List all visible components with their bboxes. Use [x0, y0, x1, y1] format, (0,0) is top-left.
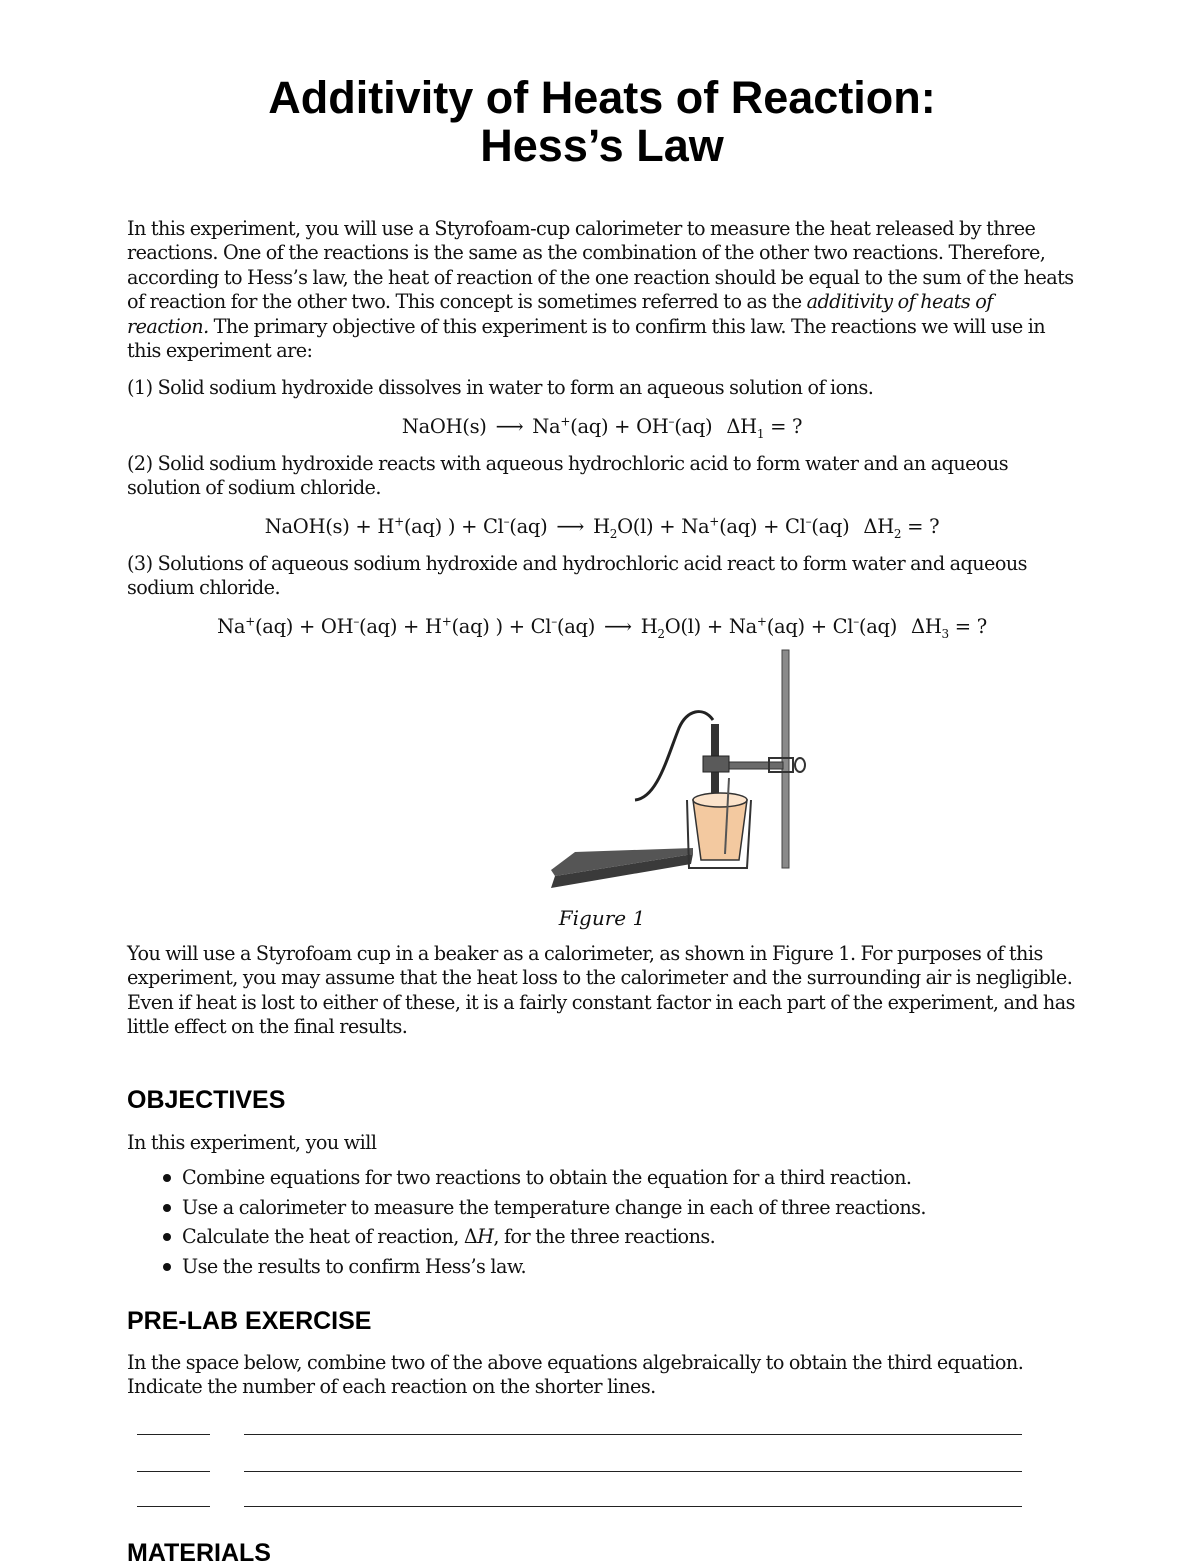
- eq1-delta-h: [726, 415, 803, 441]
- eq2-product-water: O(l) + Na: [617, 515, 710, 538]
- objectives-lead: In this experiment, you will: [127, 1131, 377, 1154]
- eq3-reactant-h: (aq) + H: [359, 615, 442, 638]
- eq2-reactant-cl: (aq) ) + Cl: [403, 515, 504, 538]
- objective-text: Combine equations for two reactions to obtain the equation for a third reaction.: [182, 1166, 912, 1189]
- eq1-dh-symbol: ΔH: [726, 415, 757, 438]
- clamp-knob: [795, 758, 805, 772]
- eq2-sup: +: [394, 514, 404, 529]
- eq2-dh-symbol: ΔH: [863, 515, 894, 538]
- intro-paragraph: [127, 217, 1077, 363]
- equation-answer-line-2[interactable]: [244, 1471, 1022, 1472]
- objectives-list: [163, 1163, 1063, 1281]
- eq3-product-state: (aq): [858, 615, 898, 638]
- title-line-1: Additivity of Heats of Reaction:: [268, 72, 936, 123]
- probe-clamp: [703, 756, 729, 772]
- eq2-product-cl: (aq) + Cl: [719, 515, 806, 538]
- eq3-dh-symbol: ΔH: [911, 615, 942, 638]
- eq3-sup-1: +: [245, 614, 255, 629]
- reaction-2-equation: [127, 514, 1077, 540]
- eq2-state: (aq): [509, 515, 548, 538]
- bullet-icon: [163, 1263, 171, 1271]
- eq1-dh-sub: 1: [756, 426, 765, 441]
- reaction-arrow-icon: ⟶: [556, 515, 585, 538]
- eq3-product-h: H: [640, 615, 658, 638]
- intro-text: In this experiment, you will use a Styrofoam-cup calorimeter to measure the heat released by three reactions. One of the reactions is the same as the combination of the other two reactions. Therefore, according to Hess’s law, the heat of reaction of the one reaction should be equal to the sum of the heats of reaction for the other two. This concept is sometimes referred to as the: [127, 217, 1074, 314]
- objective-text: Use the results to confirm Hess’s law.: [182, 1254, 526, 1278]
- prelab-instructions: In the space below, combine two of the above equations algebraically to obtain the third equation. Indicate the number of each reaction on the shorter lines.: [127, 1351, 1024, 1399]
- eq1-state: (aq): [674, 415, 713, 438]
- intro-text-end: The primary objective of this experiment is to confirm this law. The reactions we will use in this experiment are:: [127, 314, 1046, 363]
- reaction-number-line-1[interactable]: [137, 1434, 210, 1435]
- objectives-heading: OBJECTIVES: [127, 1086, 286, 1114]
- objective-text: Calculate the heat of reaction, Δ: [182, 1225, 478, 1248]
- eq3-delta-h: [911, 615, 987, 641]
- eq3-product-water: O(l) + Na: [664, 615, 757, 638]
- eq2-dh-sub: 2: [893, 526, 902, 541]
- eq1-dh-value: = ?: [764, 415, 803, 438]
- reaction-number-line-2[interactable]: [137, 1471, 210, 1472]
- eq2-dh-value: = ?: [901, 515, 940, 538]
- list-item: [163, 1163, 1063, 1193]
- list-item: [163, 1222, 1063, 1252]
- equation-answer-line-3[interactable]: [244, 1506, 1022, 1507]
- eq3-product-sup-minus: –: [853, 614, 859, 629]
- eq2-sup-minus: –: [503, 514, 510, 529]
- eq3-sup-3: +: [441, 614, 452, 629]
- bullet-icon: [163, 1204, 171, 1212]
- eq3-reactant-oh: (aq) + OH: [254, 615, 354, 638]
- list-item: [163, 1193, 1063, 1223]
- reaction-3-equation: [127, 614, 1077, 640]
- reaction-2-description: (2) Solid sodium hydroxide reacts with aqueous hydrochloric acid to form water and an aqueous solution of sodium chloride.: [127, 452, 1009, 500]
- equation-answer-line-1[interactable]: [244, 1434, 1022, 1435]
- reaction-number-line-3[interactable]: [137, 1506, 210, 1507]
- bullet-icon: [163, 1174, 171, 1182]
- eq3-state: (aq): [556, 615, 596, 638]
- materials-heading: MATERIALS: [127, 1539, 271, 1567]
- eq2-product-state: (aq): [811, 515, 850, 538]
- title-line-2: Hess’s Law: [480, 120, 724, 171]
- figure-explanation: You will use a Styrofoam cup in a beaker as a calorimeter, as shown in Figure 1. For purposes of this experiment, you may assume that the heat loss to the calorimeter and the surrounding air is negligible. Even if heat is lost to either of these, it is a fairly constant factor in each part of the experiment, and has little effect on the final results.: [127, 942, 1075, 1039]
- intro-italic-term: additivity of heats of reaction.: [127, 290, 993, 338]
- eq3-dh-sub: 3: [941, 626, 949, 641]
- eq3-sup-2: –: [353, 614, 360, 629]
- calorimeter-figure: [507, 648, 827, 898]
- eq3-sub: 2: [657, 626, 665, 641]
- bullet-icon: [163, 1233, 171, 1241]
- list-item: [163, 1252, 1063, 1282]
- eq2-product-sup: +: [709, 514, 720, 529]
- eq3-reactant-cl: (aq) ) + Cl: [451, 615, 552, 638]
- eq1-product-oh: (aq) + OH: [570, 415, 669, 438]
- reaction-1-description: (1) Solid sodium hydroxide dissolves in water to form an aqueous solution of ions.: [127, 376, 874, 399]
- eq3-reactant-na: Na: [217, 615, 246, 638]
- reaction-1-equation: [127, 414, 1077, 440]
- probe-cable: [635, 712, 713, 800]
- figure-caption: Figure 1: [558, 906, 646, 930]
- objective-text: Use a calorimeter to measure the temperature change in each of three reactions.: [182, 1195, 926, 1219]
- reaction-arrow-icon: ⟶: [495, 415, 524, 438]
- eq1-product-na: Na: [532, 415, 561, 438]
- eq2-sub: 2: [609, 526, 618, 541]
- eq1-sup: +: [560, 414, 571, 429]
- eq2-delta-h: [863, 515, 940, 541]
- eq1-reactants: NaOH(s): [401, 415, 487, 438]
- reaction-3-description: (3) Solutions of aqueous sodium hydroxide and hydrochloric acid react to form water and aqueous sodium chloride.: [127, 552, 1027, 600]
- eq2-product-sup-minus: –: [805, 514, 812, 529]
- objective-text-end: , for the three reactions.: [493, 1225, 716, 1248]
- eq3-dh-value: = ?: [948, 615, 987, 638]
- objective-italic: H: [477, 1225, 494, 1248]
- styrofoam-cup: [693, 800, 747, 860]
- eq3-product-cl: (aq) + Cl: [766, 615, 854, 638]
- eq3-sup-4: –: [551, 614, 557, 629]
- cup-rim: [693, 793, 747, 807]
- eq1-sup-minus: –: [668, 414, 675, 429]
- eq3-product-sup: +: [756, 614, 767, 629]
- prelab-heading: PRE-LAB EXERCISE: [127, 1307, 372, 1335]
- eq2-reactant: NaOH(s) + H: [264, 515, 395, 538]
- reaction-arrow-icon: ⟶: [604, 615, 632, 638]
- page-title: [127, 74, 1077, 170]
- eq2-product-h: H: [593, 515, 610, 538]
